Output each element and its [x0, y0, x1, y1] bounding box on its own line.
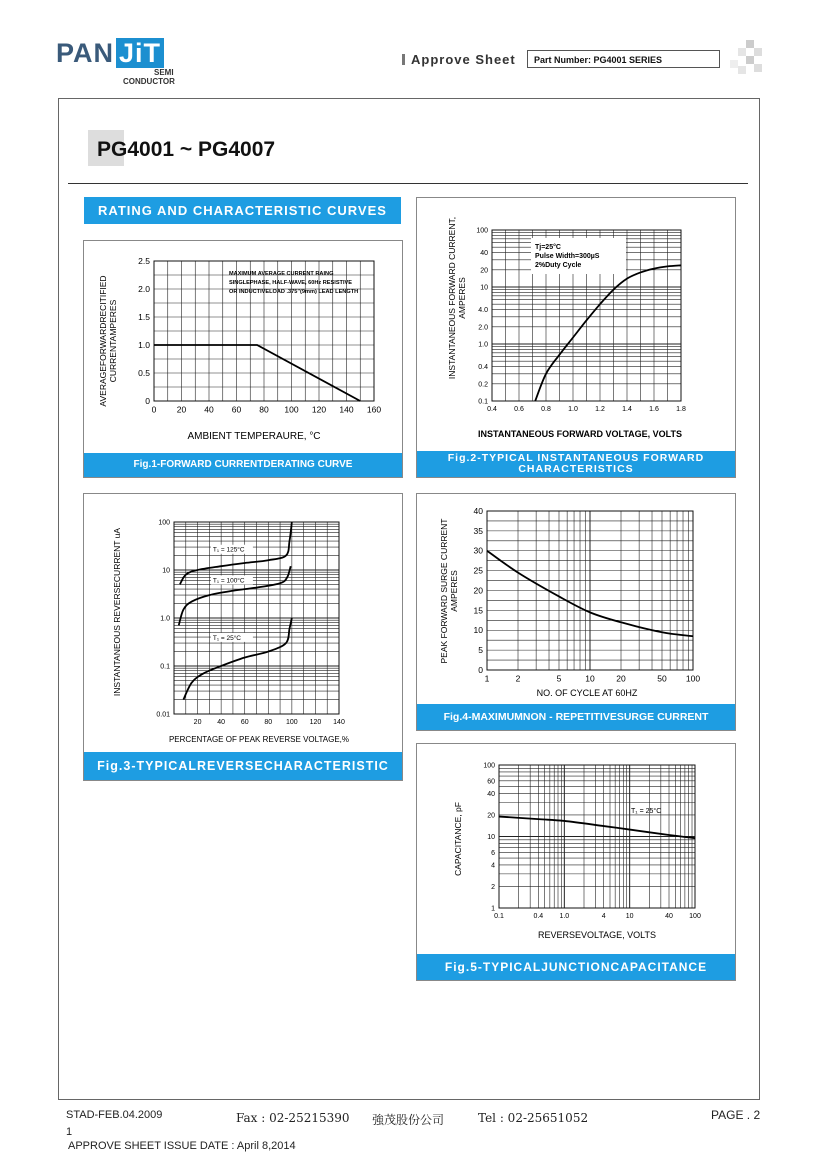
- fig3-xlabel: PERCENTAGE OF PEAK REVERSE VOLTAGE,%: [168, 735, 350, 744]
- fig4-xtick-label: 5: [556, 673, 562, 684]
- fig1-xtick-label: 160: [366, 404, 382, 415]
- fig1-xtick-label: 80: [259, 404, 269, 415]
- fig4-xtick-label: 100: [685, 673, 701, 684]
- fig1-ytick-label: 2.0: [138, 283, 150, 294]
- fig2-ytick-label: 0.2: [478, 381, 488, 389]
- fig1-ytick-label: 2.5: [138, 255, 150, 266]
- fig3-ytick-label: 100: [158, 519, 170, 527]
- fig3-ytick-label: 0.01: [156, 711, 170, 719]
- fig5-panel: [416, 743, 736, 981]
- fig4-xtick-label: 2: [515, 673, 521, 684]
- fig2-ytick-label: 0.1: [478, 398, 488, 406]
- fig3-ytick-label: 1.0: [160, 615, 170, 623]
- fig5-xtick-label: 4: [601, 913, 606, 920]
- fig3-series-line-1: [179, 566, 291, 625]
- fig3-xtick-label: 140: [333, 719, 345, 726]
- fig4-xtick-label: 1: [484, 673, 490, 684]
- fig1-xtick-label: 0: [151, 404, 157, 415]
- fig4-ytick-label: 25: [473, 565, 483, 576]
- fig2-panel: [416, 197, 736, 478]
- fig4-xtick-label: 10: [585, 673, 595, 684]
- fig5-ytick-label: 100: [483, 762, 495, 770]
- fig3-series-label-0: T₁ = 125°C: [212, 546, 245, 554]
- fig3-series-line-2: [183, 618, 291, 700]
- fig1-ylabel-1: AVERAGEFORWARDRECITIFIED: [98, 275, 108, 407]
- fig1-note-2: SINGLEPHASE, HALF-WAVE, 60Hz RESISTIVE: [229, 280, 352, 286]
- fig2-xlabel: INSTANTANEOUS FORWARD VOLTAGE, VOLTS: [478, 429, 682, 439]
- fig5-caption: Fig.5-TYPICALJUNCTIONCAPACITANCE: [417, 954, 735, 980]
- fig5-chart: [417, 744, 735, 956]
- fig2-ytick-label: 100: [476, 227, 488, 235]
- fig5-xtick-label: 40: [665, 913, 673, 920]
- fig5-xtick-label: 0.4: [533, 913, 544, 920]
- fig3-ytick-label: 10: [162, 567, 170, 575]
- fig1-xtick-label: 60: [231, 404, 242, 415]
- fig2-note-1: Tj=25°C: [535, 244, 561, 251]
- fig4-ylabel-2: AMPERES: [449, 570, 459, 612]
- fig4-panel: [416, 493, 736, 731]
- fig4-grid: [487, 511, 693, 670]
- fig2-ylabel-2: AMPERES: [457, 277, 467, 319]
- fig1-ytick-label: 0: [145, 395, 150, 406]
- fig4-ytick-label: 15: [473, 605, 483, 616]
- fig3-xtick-label: 60: [240, 719, 249, 726]
- fig1-ytick-label: 0.5: [138, 367, 150, 378]
- fig2-note-3: 2%Duty Cycle: [535, 262, 582, 269]
- fig2-ytick-label: 20: [480, 267, 488, 275]
- fig3-ytick-label: 0.1: [160, 663, 170, 671]
- fig5-ytick-label: 6: [491, 849, 495, 857]
- fig5-ytick-label: 1: [491, 905, 495, 913]
- fig2-ylabel-1: INSTANTANEOUS FORWARD CURRENT,: [447, 216, 457, 380]
- fig2-xtick-label: 1.6: [649, 406, 659, 413]
- fig5-xlabel: REVERSEVOLTAGE, VOLTS: [537, 930, 657, 940]
- fig2-ytick-label: 0.4: [478, 364, 488, 372]
- fig5-xtick-label: 1.0: [559, 913, 570, 920]
- fig1-caption: Fig.1-FORWARD CURRENTDERATING CURVE: [84, 453, 402, 477]
- fig2-series-line-0: [535, 265, 681, 401]
- fig1-xtick-label: 40: [204, 404, 214, 415]
- fig4-chart: [417, 494, 735, 706]
- fig4-ytick-label: 10: [473, 625, 483, 636]
- fig5-ytick-label: 60: [487, 778, 495, 786]
- fig1-ylabel-2: CURRENTAMPERES: [108, 299, 118, 383]
- fig1-panel: [83, 240, 403, 478]
- fig3-chart: [84, 494, 402, 758]
- fig3-xtick-label: 100: [286, 719, 298, 726]
- fig5-ytick-label: 20: [487, 812, 495, 820]
- fig2-xtick-label: 1.4: [622, 406, 632, 413]
- fig1-annotation: [229, 271, 358, 295]
- fig3-xtick-label: 80: [264, 719, 273, 726]
- fig4-ytick-label: 5: [478, 645, 483, 656]
- logo-wordmark: PAN JiT: [56, 38, 164, 69]
- checker-decoration-icon: [728, 40, 764, 76]
- footer-issue-date: APPROVE SHEET ISSUE DATE : April 8,2014: [68, 1140, 296, 1152]
- fig1-ytick-label: 1.5: [138, 311, 150, 322]
- fig2-xtick-label: 0.4: [487, 406, 497, 413]
- fig2-xtick-label: 1.2: [595, 406, 605, 413]
- fig2-ytick-label: 40: [480, 250, 488, 258]
- fig1-xtick-label: 20: [176, 404, 187, 415]
- fig2-note-2: Pulse Width=300µS: [535, 253, 600, 260]
- fig2-chart: [417, 198, 735, 452]
- fig3-caption: Fig.3-TYPICALREVERSECHARACTERISTIC: [84, 752, 402, 780]
- fig5-ytick-label: 40: [487, 790, 495, 798]
- fig1-xtick-label: 140: [339, 404, 354, 415]
- fig4-xlabel: NO. OF CYCLE AT 60HZ: [536, 688, 638, 698]
- fig1-xtick-label: 120: [311, 404, 327, 415]
- fig4-ytick-label: 35: [473, 525, 483, 536]
- fig4-ylabel-1: PEAK FORWARD SURGE CURRENT: [439, 518, 449, 664]
- logo-subtitle: SEMI CONDUCTOR: [123, 68, 175, 86]
- part-number-box: Part Number: PG4001 SERIES: [527, 50, 720, 68]
- footer-fax: Fax : 02-25215390: [236, 1111, 350, 1125]
- fig4-xtick-label: 50: [657, 673, 667, 684]
- fig3-series-label-1: T₁ = 100°C: [212, 577, 245, 585]
- fig2-xtick-label: 1.0: [568, 406, 578, 413]
- footer-doc-id: STAD-FEB.04.2009: [66, 1109, 163, 1121]
- fig2-ytick-label: 10: [480, 284, 488, 292]
- footer-rev: 1: [66, 1126, 73, 1138]
- fig2-ytick-label: 4.0: [478, 307, 488, 315]
- fig1-note-1: MAXIMUM AVERAGE CURRENT RAING: [229, 271, 334, 277]
- fig2-ytick-label: 2.0: [478, 324, 488, 332]
- fig5-ytick-label: 4: [491, 862, 495, 870]
- fig5-xtick-label: 100: [689, 913, 701, 920]
- fig2-xtick-label: 0.8: [541, 406, 551, 413]
- fig2-xtick-label: 0.6: [514, 406, 524, 413]
- fig4-ytick-label: 20: [473, 585, 483, 596]
- fig1-xlabel: AMBIENT TEMPERAURE, °C: [187, 431, 321, 442]
- fig5-ytick-label: 2: [491, 883, 495, 891]
- footer-page: PAGE . 2: [711, 1108, 761, 1122]
- fig5-series-line-0: [499, 817, 695, 839]
- fig3-ylabel: INSTANTANEOUS REVERSECURRENT uA: [112, 527, 122, 697]
- fig1-chart: [84, 241, 402, 457]
- fig4-ytick-label: 0: [478, 664, 483, 675]
- fig5-xtick-label: 0.1: [494, 913, 504, 920]
- approve-sheet-label: Approve Sheet: [402, 52, 516, 67]
- section-banner: RATING AND CHARACTERISTIC CURVES: [84, 197, 401, 224]
- fig3-panel: [83, 493, 403, 781]
- panjit-logo: [56, 36, 186, 90]
- fig3-xtick-label: 40: [217, 719, 226, 726]
- page-title: PG4001 ~ PG4007: [97, 138, 276, 161]
- fig1-xtick-label: 100: [284, 404, 299, 415]
- fig3-series-label-2: T₁ = 25°C: [212, 634, 242, 642]
- fig1-note-3: OR INDUCTIVELOAD .375"(9mm) LEAD LENGTH: [229, 289, 359, 295]
- fig5-xtick-label: 10: [625, 913, 634, 920]
- fig3-xtick-label: 20: [193, 719, 202, 726]
- fig2-caption: Fig.2-TYPICAL INSTANTANEOUS FORWARD CHARACTERISTICS: [417, 451, 735, 477]
- fig3-xtick-label: 120: [309, 719, 322, 726]
- fig1-ytick-label: 1.0: [138, 339, 150, 350]
- fig5-ytick-label: 10: [487, 833, 495, 841]
- footer-company: 強茂股份公司: [372, 1113, 445, 1127]
- fig3-grid: [174, 522, 339, 714]
- fig5-ylabel: CAPACITANCE, pF: [453, 802, 463, 876]
- title-divider: [68, 183, 748, 184]
- fig4-ytick-label: 40: [473, 505, 483, 516]
- fig2-ytick-label: 1.0: [478, 341, 488, 349]
- fig4-xtick-label: 20: [616, 673, 626, 684]
- fig5-grid: [499, 765, 695, 908]
- fig2-xtick-label: 1.8: [676, 406, 686, 413]
- fig4-caption: Fig.4-MAXIMUMNON - REPETITIVESURGE CURRENT: [417, 704, 735, 730]
- footer-tel: Tel : 02-25651052: [478, 1111, 589, 1125]
- fig5-note: T₁ = 25°C: [631, 808, 662, 815]
- fig4-ytick-label: 30: [473, 545, 483, 556]
